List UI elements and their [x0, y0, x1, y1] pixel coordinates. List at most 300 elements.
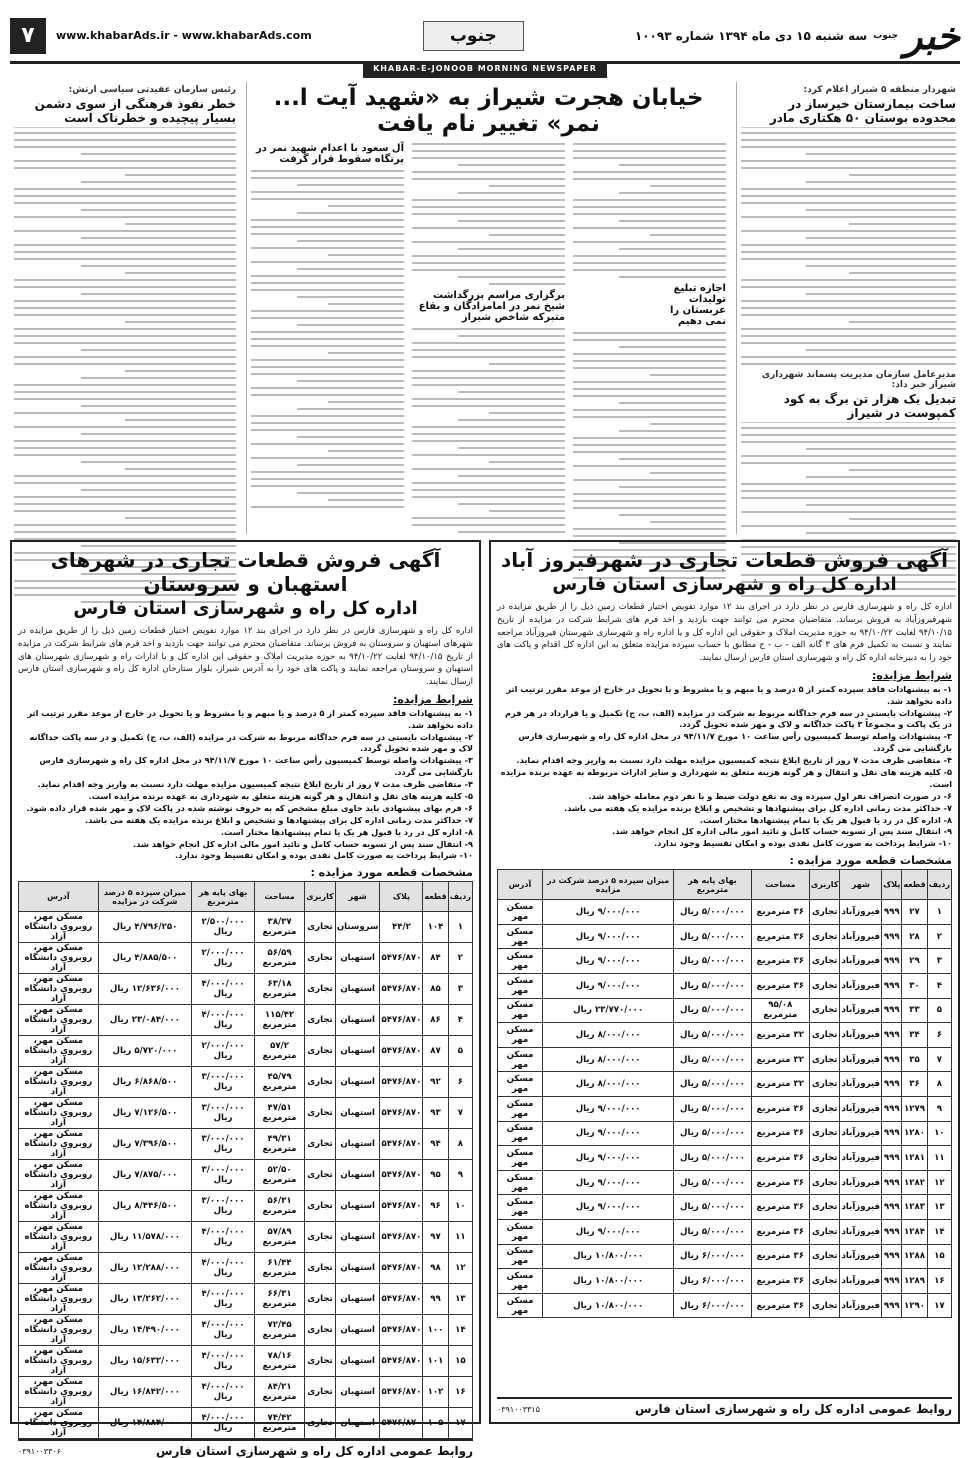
table-cell: ۳۶ مترمربع	[751, 949, 809, 974]
table-cell: ۵/۰۰۰/۰۰۰ ریال	[674, 1146, 751, 1171]
table-cell: ۳۲ مترمربع	[751, 1072, 809, 1097]
condition-item: ۹- انتقال سند پس از تسویه حساب کامل و تائید امور مالی اداره کل انجام خواهد شد.	[133, 838, 473, 849]
table-cell: ۱۲	[927, 1170, 951, 1195]
table-cell: ۲۳/۷۷۰/۰۰۰ ریال	[543, 998, 674, 1023]
table-row	[498, 900, 952, 925]
table-cell: ۹/۰۰۰/۰۰۰ ریال	[543, 1219, 674, 1244]
table-cell: فیروزآباد	[840, 1023, 882, 1048]
table-cell: ۷/۸۷۵/۰۰۰ ریال	[98, 1160, 192, 1191]
table-cell: ۸۴/۲۱ مترمربع	[254, 1377, 304, 1408]
table-cell: مسکن مهر	[498, 1096, 543, 1121]
table-cell: ۱	[448, 912, 472, 943]
table-cell: ۸/۰۰۰/۰۰۰ ریال	[543, 1072, 674, 1097]
ad-firoozabad	[489, 540, 960, 1424]
website-link[interactable]: www.khabarAds.ir - www.khabarAds.com	[56, 29, 312, 42]
table-row	[19, 1098, 473, 1129]
table-cell: ۱۲/۲۸۸/۰۰۰ ریال	[98, 1253, 192, 1284]
table-cell: ۸/۰۰۰/۰۰۰ ریال	[543, 1023, 674, 1048]
table-cell: ۴۵/۷۹ مترمربع	[254, 1067, 304, 1098]
table-cell: تجاری	[305, 1067, 336, 1098]
table-cell: ۴/۰۰۰/۰۰۰ ریال	[192, 1377, 255, 1408]
table-cell: ۷۴/۴۲ مترمربع	[254, 1408, 304, 1439]
table-cell: ۸۶	[423, 1005, 448, 1036]
table-cell: تجاری	[305, 1160, 336, 1191]
table-cell: ۴/۰۰۰/۰۰۰ ریال	[192, 1253, 255, 1284]
table-cell: ۹۹۹	[882, 900, 902, 925]
table-cell: ۱۰	[448, 1191, 472, 1222]
ad-body: اداره کل راه و شهرسازی فارس در نظر دارد در اجرای بند ۱۲ موارد تفویض اختیار قطعات زمین ذیل را از طریق مزایده در شهرفیروزآباد به فروش برساند. متقاضیان محترم می توانند جهت بازدید و اخذ فرم های شرایط شرکت در مزایده از تاریخ ۹۴/۱۰/۱۵ لغایت ۹۴/۱۰/۲۲ به حوزه مدیریت املاک و حقوقی این اداره کل و یا اداره راه و شهرسازی شهرستان فیروزآباد مراجعه نمایند و نسبت به تکمیل فرم های ۳ گانه الف - ب - ج مطابق با حساب سپرده مزایده متعلق به این اداره کل اقدام و پاکت های خود را به دبیرخانه اداره کل راه و شهرسازی استان فارس ارسال نمایند.	[497, 602, 952, 663]
table-cell: مسکن مهر، روبروی دانشگاه آزاد	[19, 1098, 99, 1129]
table-cell: ۵۴۷۶/۸۷۰	[380, 1036, 423, 1067]
table-cell: ۹۶	[423, 1191, 448, 1222]
table-cell: ۹۲	[423, 1067, 448, 1098]
conditions-list	[18, 708, 473, 863]
table-cell: ۸/۰۰۰/۰۰۰ ریال	[543, 1047, 674, 1072]
table-cell: تجاری	[809, 1293, 840, 1318]
table-cell: ۵/۰۰۰/۰۰۰ ریال	[674, 998, 751, 1023]
table-cell: ۹۹۹	[882, 949, 902, 974]
condition-item: ۱۰- شرایط پرداخت به صورت کامل نقدی بوده و امکان تقسیط وجود ندارد.	[654, 838, 952, 849]
table-cell: ۳۶	[902, 1072, 927, 1097]
table-cell: ۹۹۹	[882, 1072, 902, 1097]
table-cell: ۵۴۷۶/۸۷۰	[380, 974, 423, 1005]
table-cell: ۹۹۹	[882, 1170, 902, 1195]
condition-item: ۳- پیشنهادات واصله توسط کمیسیون رأس ساعت ۱۰ مورخ ۹۴/۱۱/۷ در محل اداره کل راه و شهرسازی فارس بازگشایی می گردد.	[518, 731, 952, 754]
kicker: رئیس سازمان عقیدتی سیاسی ارتش:	[68, 85, 236, 95]
table-cell: ۳۶ مترمربع	[751, 1293, 809, 1318]
table-cell: ۹/۰۰۰/۰۰۰ ریال	[543, 1146, 674, 1171]
condition-item: ۴- متقاضی ظرف مدت ۷ روز از تاریخ ابلاغ نتیجه کمیسیون مزایده مهلت دارد نسبت به واریز وجه اقدام نماید.	[516, 755, 952, 766]
ad-code: ۰۳۹۱۰۰۳۳۰۶	[18, 1446, 61, 1456]
column-header: آدرس	[19, 882, 99, 912]
ad-footer-text: روابط عمومی اداره کل راه و شهرسازی استان فارس	[155, 1444, 473, 1458]
table-cell: مسکن مهر، روبروی دانشگاه آزاد	[19, 1284, 99, 1315]
table-cell: ۸/۴۴۶/۵۰۰ ریال	[98, 1191, 192, 1222]
table-row	[19, 1036, 473, 1067]
subheading: آل سعود با اعدام شهید نمر در پرتگاه سقوط قرار گرفت	[255, 143, 404, 165]
table-cell: فیروزآباد	[840, 998, 882, 1023]
table-cell: مسکن مهر	[498, 1219, 543, 1244]
table-cell: فیروزآباد	[840, 924, 882, 949]
table-cell: ۵/۰۰۰/۰۰۰ ریال	[674, 1072, 751, 1097]
table-cell: ۱۵	[448, 1346, 472, 1377]
table-cell: فیروزآباد	[840, 949, 882, 974]
table-cell: استهبان	[335, 1346, 380, 1377]
table-cell: ۱۴	[448, 1315, 472, 1346]
condition-item: ۸- اداره کل در رد یا قبول هر یک یا تمام پیشنهادها مختار است.	[699, 814, 952, 825]
table-cell: ۳۵	[902, 1047, 927, 1072]
table-cell: ۹/۰۰۰/۰۰۰ ریال	[543, 1170, 674, 1195]
ad-footer	[497, 1397, 952, 1416]
news-column-left	[10, 82, 240, 534]
table-cell: ۵/۷۲۰/۰۰۰ ریال	[98, 1036, 192, 1067]
page-number: ۷	[10, 18, 46, 54]
table-cell: استهبان	[335, 943, 380, 974]
condition-item: ۳- پیشنهادات واصله توسط کمیسیون رأس ساعت ۱۰ مورخ ۹۴/۱۱/۷ در محل اداره کل راه و شهرسازی فارس بازگشایی می گردد.	[39, 755, 473, 778]
column-header: کاربری	[305, 882, 336, 912]
logo-small: جنوب	[873, 30, 899, 41]
condition-item: ۱۰- شرایط پرداخت به صورت کامل نقدی بوده و امکان تقسیط وجود ندارد.	[175, 850, 473, 861]
table-cell: ۱۲۸۰	[902, 1121, 927, 1146]
table-cell: تجاری	[809, 1121, 840, 1146]
table-cell: ۳۶ مترمربع	[751, 1219, 809, 1244]
table-cell: ۴	[927, 974, 951, 999]
table-cell: ۲/۵۰۰/۰۰۰ ریال	[192, 912, 255, 943]
table-cell: ۹۹۹	[882, 1293, 902, 1318]
table-cell: ۵۴۷۶/۸۷۰	[380, 1346, 423, 1377]
table-cell: ۴۹/۳۱ مترمربع	[254, 1129, 304, 1160]
table-cell: مسکن مهر، روبروی دانشگاه آزاد	[19, 1005, 99, 1036]
table-cell: ۶۱/۴۴ مترمربع	[254, 1253, 304, 1284]
article-body	[251, 143, 404, 584]
table-row	[498, 1146, 952, 1171]
column-header: قطعه	[902, 870, 927, 900]
table-cell: ۳۲ مترمربع	[751, 1047, 809, 1072]
table-cell: ۹۹۹	[882, 1219, 902, 1244]
ads-area	[10, 540, 960, 1458]
table-cell: تجاری	[809, 1269, 840, 1294]
spec-title: مشخصات قطعه مورد مزایده :	[310, 866, 473, 880]
table-cell: مسکن مهر	[498, 1047, 543, 1072]
table-cell: ۱۳/۲۶۲/۰۰۰ ریال	[98, 1284, 192, 1315]
table-cell: ۹	[448, 1160, 472, 1191]
table-cell: ۳۴	[902, 1023, 927, 1048]
table-cell: ۳/۰۰۰/۰۰۰ ریال	[192, 1191, 255, 1222]
table-cell: تجاری	[809, 998, 840, 1023]
table-cell: ۵۴۷۶/۸۷۰	[380, 943, 423, 974]
table-cell: فیروزآباد	[840, 1219, 882, 1244]
table-cell: ۱۲/۶۳۶/۰۰۰ ریال	[98, 974, 192, 1005]
table-cell: ۲۸	[902, 924, 927, 949]
column-header: پلاک	[882, 870, 902, 900]
table-cell: ۱۲۸۴	[902, 1219, 927, 1244]
table-cell: ۱۰۰	[423, 1315, 448, 1346]
table-cell: ۵/۰۰۰/۰۰۰ ریال	[674, 1121, 751, 1146]
table-cell: ۳۶ مترمربع	[751, 900, 809, 925]
table-row	[498, 1121, 952, 1146]
table-cell: ۶۶/۳۱ مترمربع	[254, 1284, 304, 1315]
table-cell: تجاری	[809, 1195, 840, 1220]
table-cell: ۵۴۷۶/۸۷۰	[380, 1253, 423, 1284]
table-cell: تجاری	[305, 1036, 336, 1067]
table-cell: ۵/۰۰۰/۰۰۰ ریال	[674, 924, 751, 949]
table-cell: ۳۸/۳۷ مترمربع	[254, 912, 304, 943]
table-cell: ۵	[448, 1036, 472, 1067]
table-cell: ۹۵	[423, 1160, 448, 1191]
table-cell: فیروزآباد	[840, 1195, 882, 1220]
table-cell: ۵۴۷۶/۸۷۰	[380, 1005, 423, 1036]
table-row	[498, 1244, 952, 1269]
ad-subtitle: اداره کل راه و شهرسازی استان فارس	[73, 598, 418, 619]
table-cell: ۱۳	[927, 1195, 951, 1220]
conditions-title: شرایط مزایده:	[393, 692, 473, 706]
column-header: کاربری	[809, 870, 840, 900]
table-cell: مسکن مهر، روبروی دانشگاه آزاد	[19, 1036, 99, 1067]
table-cell: مسکن مهر، روبروی دانشگاه آزاد	[19, 1222, 99, 1253]
subhead	[10, 64, 960, 78]
table-cell: ۹۷	[423, 1222, 448, 1253]
table-cell: فیروزآباد	[840, 1096, 882, 1121]
table-cell: ۱۰۵	[423, 1408, 448, 1439]
table-row	[19, 943, 473, 974]
table-cell: ۱۶	[927, 1269, 951, 1294]
ad-subtitle: اداره کل راه و شهرسازی استان فارس	[552, 574, 897, 595]
table-cell: ۵۷/۸۹ مترمربع	[254, 1222, 304, 1253]
table-cell: ۴۴/۲	[380, 912, 423, 943]
table-cell: مسکن مهر، روبروی دانشگاه آزاد	[19, 1315, 99, 1346]
table-cell: فیروزآباد	[840, 1293, 882, 1318]
table-row	[19, 1067, 473, 1098]
masthead	[10, 10, 960, 64]
table-cell: ۳۶ مترمربع	[751, 1146, 809, 1171]
table-cell: تجاری	[305, 1191, 336, 1222]
table-cell: تجاری	[305, 1408, 336, 1439]
table-cell: فیروزآباد	[840, 1121, 882, 1146]
table-cell: ۱۵/۶۳۲/۰۰۰ ریال	[98, 1346, 192, 1377]
column-header: شهر	[840, 870, 882, 900]
table-cell: ۳/۰۰۰/۰۰۰ ریال	[192, 1067, 255, 1098]
table-cell: تجاری	[809, 1023, 840, 1048]
table-cell: ۵۲/۵۰ مترمربع	[254, 1160, 304, 1191]
table-cell: ۹/۰۰۰/۰۰۰ ریال	[543, 924, 674, 949]
table-cell: استهبان	[335, 1067, 380, 1098]
table-cell: ۴/۰۰۰/۰۰۰ ریال	[192, 1408, 255, 1439]
table-cell: ۹۵/۰۸ مترمربع	[751, 998, 809, 1023]
table-cell: مسکن مهر	[498, 1146, 543, 1171]
table-cell: تجاری	[809, 949, 840, 974]
table-cell: ۴/۰۰۰/۰۰۰ ریال	[192, 1005, 255, 1036]
table-cell: ۳۶ مترمربع	[751, 924, 809, 949]
table-cell: فیروزآباد	[840, 1269, 882, 1294]
table-cell: ۱۰	[927, 1121, 951, 1146]
column-header: میزان سپرده ۵ درصد شرکت در مزایده	[98, 882, 192, 912]
condition-item: ۱- به پیشنهادات فاقد سپرده کمتر از ۵ درصد و یا مبهم و یا مشروط و یا تحویل در خارج از موعد مقرر ترتیب اثر داده نخواهد شد.	[506, 683, 952, 706]
table-cell: تجاری	[305, 1377, 336, 1408]
table-cell: تجاری	[305, 1129, 336, 1160]
table-cell: ۱۷	[927, 1293, 951, 1318]
table-cell: ۸۵	[423, 974, 448, 1005]
table-cell: ۵/۰۰۰/۰۰۰ ریال	[674, 949, 751, 974]
table-cell: ۹/۰۰۰/۰۰۰ ریال	[543, 949, 674, 974]
table-cell: ۹۸	[423, 1253, 448, 1284]
table-cell: ۴/۸۸۵/۵۰۰ ریال	[98, 943, 192, 974]
table-cell: ۸۷	[423, 1036, 448, 1067]
table-cell: ۶/۰۰۰/۰۰۰ ریال	[674, 1269, 751, 1294]
column-header: ردیف	[927, 870, 951, 900]
table-cell: ۹۹۹	[882, 1121, 902, 1146]
table-cell: فیروزآباد	[840, 1146, 882, 1171]
table-cell: مسکن مهر	[498, 949, 543, 974]
table-cell: ۹/۰۰۰/۰۰۰ ریال	[543, 1096, 674, 1121]
table-cell: ۲	[927, 924, 951, 949]
table-cell: ۳	[927, 949, 951, 974]
ad-estahban-sarvestan	[10, 540, 481, 1458]
table-cell: ۵/۰۰۰/۰۰۰ ریال	[674, 1047, 751, 1072]
table-cell: مسکن مهر، روبروی دانشگاه آزاد	[19, 1253, 99, 1284]
table-cell: تجاری	[305, 1284, 336, 1315]
table-cell: ۹۹۹	[882, 1146, 902, 1171]
table-cell: ۱۲	[448, 1253, 472, 1284]
table-cell: ۶/۰۰۰/۰۰۰ ریال	[674, 1293, 751, 1318]
table-cell: استهبان	[335, 1129, 380, 1160]
table-cell: ۲۹	[902, 949, 927, 974]
table-row	[498, 924, 952, 949]
column-header: مساحت	[751, 870, 809, 900]
column-header: بهای پایه هر مترمربع	[674, 870, 751, 900]
table-cell: استهبان	[335, 1315, 380, 1346]
table-cell: فیروزآباد	[840, 974, 882, 999]
ad-footer	[18, 1439, 473, 1458]
conditions-list	[497, 684, 952, 850]
table-cell: ۱۵	[927, 1244, 951, 1269]
article-body	[741, 132, 956, 365]
table-cell: ۱۲۷۹	[902, 1096, 927, 1121]
table-cell: مسکن مهر	[498, 1170, 543, 1195]
ad-code: ۰۳۹۱۰۰۳۳۱۵	[497, 1404, 540, 1414]
table-cell: ۵۶/۳۱ مترمربع	[254, 1191, 304, 1222]
table-cell: ۴	[448, 1005, 472, 1036]
table-cell: ۶	[927, 1023, 951, 1048]
table-cell: ۳۲ مترمربع	[751, 1023, 809, 1048]
table-cell: ۱۷	[448, 1408, 472, 1439]
table-cell: تجاری	[809, 900, 840, 925]
table-cell: ۹۹	[423, 1284, 448, 1315]
table-row	[19, 912, 473, 943]
table-cell: ۶	[448, 1067, 472, 1098]
table-cell: مسکن مهر، روبروی دانشگاه آزاد	[19, 1377, 99, 1408]
table-cell: ۱۴	[927, 1219, 951, 1244]
condition-item: ۱- به پیشنهادات فاقد سپرده کمتر از ۵ درصد و یا مبهم و یا مشروط و یا تحویل در خارج از موعد مقرر ترتیب اثر داده نخواهد شد.	[27, 707, 473, 730]
table-cell: مسکن مهر، روبروی دانشگاه آزاد	[19, 974, 99, 1005]
table-cell: ۳/۰۰۰/۰۰۰ ریال	[192, 1129, 255, 1160]
table-row	[19, 974, 473, 1005]
subheading: اجازه تبلیغ تولیدات عربستان را نمی دهیم	[669, 283, 726, 327]
condition-item: ۶- فرم بهای پیشنهادی باید حاوی مبلغ مشخص که به حروف نوشته شده در پاکت لاک و مهر شده قرار داده شود.	[26, 802, 473, 813]
table-cell: تجاری	[809, 924, 840, 949]
subheading: برگزاری مراسم بزرگداشت شیخ نمر در امامزادگان و بقاع متبرکه شاخص شیراز	[418, 290, 565, 323]
table-cell: ۱۶	[448, 1377, 472, 1408]
table-cell: ۴۷/۵۱ مترمربع	[254, 1098, 304, 1129]
table-cell: ۹/۰۰۰/۰۰۰ ریال	[543, 1195, 674, 1220]
table-cell: ۵/۰۰۰/۰۰۰ ریال	[674, 1096, 751, 1121]
table-cell: ۵۴۷۶/۸۷۰	[380, 1377, 423, 1408]
table-cell: ۳۰	[902, 974, 927, 999]
table-cell: ۱۱	[448, 1222, 472, 1253]
table-cell: مسکن مهر	[498, 1244, 543, 1269]
table-row	[498, 1219, 952, 1244]
table-cell: ۴/۰۰۰/۰۰۰ ریال	[192, 1284, 255, 1315]
table-cell: ۹۹۹	[882, 1269, 902, 1294]
table-row	[498, 1269, 952, 1294]
table-cell: ۳۶ مترمربع	[751, 974, 809, 999]
main-headline: خیابان هجرت شیراز به «شهید آیت ا... نمر» تغییر نام یافت	[273, 85, 704, 137]
table-cell: ۳۶ مترمربع	[751, 1269, 809, 1294]
table-cell: ۶/۸۶۸/۵۰۰ ریال	[98, 1067, 192, 1098]
table-cell: ۳۶ مترمربع	[751, 1170, 809, 1195]
lots-table	[497, 869, 952, 1318]
table-cell: تجاری	[305, 1253, 336, 1284]
ad-footer-text: روابط عمومی اداره کل راه و شهرسازی استان فارس	[634, 1402, 952, 1416]
table-row	[19, 1377, 473, 1408]
issue-date: سه شنبه ۱۵ دی ماه ۱۳۹۴ شماره ۱۰۰۹۳	[634, 28, 868, 43]
table-cell: ۳	[448, 974, 472, 1005]
lots-table	[18, 881, 473, 1439]
english-title: KHABAR-E-JONOOB MORNING NEWSPAPER	[363, 64, 607, 78]
table-cell: ۵۷/۲ مترمربع	[254, 1036, 304, 1067]
table-cell: ۱۳	[448, 1284, 472, 1315]
table-row	[19, 1222, 473, 1253]
table-cell: تجاری	[809, 1146, 840, 1171]
condition-item: ۵- کلیه هزینه های نقل و انتقال و هر گونه هزینه متعلق به شهرداری و سایر ادارات مربوطه به عهده برنده مزایده است.	[500, 766, 952, 789]
table-cell: تجاری	[809, 1219, 840, 1244]
table-cell: تجاری	[809, 1096, 840, 1121]
article-body	[412, 143, 565, 584]
table-cell: استهبان	[335, 1408, 380, 1439]
table-cell: ۱۲۸۳	[902, 1195, 927, 1220]
table-cell: مسکن مهر	[498, 924, 543, 949]
spec-title: مشخصات قطعه مورد مزایده :	[789, 854, 952, 868]
column-header: آدرس	[498, 870, 543, 900]
ad-body: اداره کل راه و شهرسازی فارس در نظر دارد در اجرای بند ۱۲ موارد تفویض اختیار قطعات زمین ذیل را از طریق مزایده در شهرهای استهبان و سروستان به فروش برساند. متقاضیان محترم می توانند جهت بازدید و اخذ فرم های شرایط شرکت در مزایده از تاریخ ۹۴/۱۰/۱۵ لغایت ۹۴/۱۰/۲۲ به حوزه مدیریت املاک و حقوقی این اداره کل و یا ادارات راه و شهرسازی شهرستان های استهبان و سروستان مراجعه نمایند و پاکت های خود را به آدرس شیراز، بلوار ستارخان اداره کل راه و شهرسازی استان فارس ارسال نمایند.	[18, 626, 473, 687]
table-cell: ۱۰۲	[423, 1377, 448, 1408]
table-cell: مسکن مهر	[498, 1121, 543, 1146]
table-cell: ۹۴	[423, 1129, 448, 1160]
table-cell: ۵/۰۰۰/۰۰۰ ریال	[674, 1170, 751, 1195]
table-cell: ۸۴	[423, 943, 448, 974]
table-cell: استهبان	[335, 1377, 380, 1408]
table-cell: مسکن مهر	[498, 1269, 543, 1294]
table-cell: مسکن مهر، روبروی دانشگاه آزاد	[19, 1408, 99, 1439]
table-row	[498, 1023, 952, 1048]
table-row	[19, 1160, 473, 1191]
table-cell: مسکن مهر، روبروی دانشگاه آزاد	[19, 1067, 99, 1098]
table-cell: مسکن مهر	[498, 1293, 543, 1318]
table-cell: ۵۴۷۶/۸۷۰	[380, 1284, 423, 1315]
column-header: قطعه	[423, 882, 448, 912]
table-cell: ۲/۰۰۰/۰۰۰ ریال	[192, 1036, 255, 1067]
table-row	[498, 1096, 952, 1121]
table-cell: تجاری	[305, 1346, 336, 1377]
table-cell: ۱۶/۸۴۲/۰۰۰ ریال	[98, 1377, 192, 1408]
table-row	[498, 974, 952, 999]
article-headline: ساخت بیمارستان خیرساز در محدوده بوستان ۵۰ هکتاری مادر	[741, 97, 956, 128]
condition-item: ۲- پیشنهادات بایستی در سه فرم جداگانه مربوط به شرکت در مزایده (الف، ب، ج) تکمیل و یا قرارداد در هر فرم در یک پاکت و مجموعاً ۳ پاکت جداگانه و لاک و مهر شده تحویل گردد.	[505, 707, 952, 730]
table-cell: ۵۴۷۶/۸۷۰	[380, 1098, 423, 1129]
table-cell: تجاری	[305, 1098, 336, 1129]
table-cell: ۹۹۹	[882, 1047, 902, 1072]
table-cell: ۵۴۷۶/۸۷۰	[380, 1160, 423, 1191]
table-cell: ۲/۰۰۰/۰۰۰ ریال	[192, 943, 255, 974]
table-cell: تجاری	[809, 1244, 840, 1269]
table-cell: ۷	[927, 1047, 951, 1072]
table-row	[498, 1047, 952, 1072]
table-cell: استهبان	[335, 1222, 380, 1253]
table-cell: ۸	[448, 1129, 472, 1160]
table-cell: ۵۴۷۶/۸۷۰	[380, 1129, 423, 1160]
table-cell: مسکن مهر	[498, 974, 543, 999]
table-cell: ۷/۳۹۶/۵۰۰ ریال	[98, 1129, 192, 1160]
table-cell: ۵/۰۰۰/۰۰۰ ریال	[674, 900, 751, 925]
table-cell: ۵/۰۰۰/۰۰۰ ریال	[674, 974, 751, 999]
table-row	[19, 1253, 473, 1284]
table-cell: تجاری	[305, 1222, 336, 1253]
table-cell: فیروزآباد	[840, 1072, 882, 1097]
table-cell: ۱۲۸۲	[902, 1170, 927, 1195]
table-row	[498, 1293, 952, 1318]
table-row	[19, 1346, 473, 1377]
table-row	[498, 949, 952, 974]
table-cell: ۱	[927, 900, 951, 925]
